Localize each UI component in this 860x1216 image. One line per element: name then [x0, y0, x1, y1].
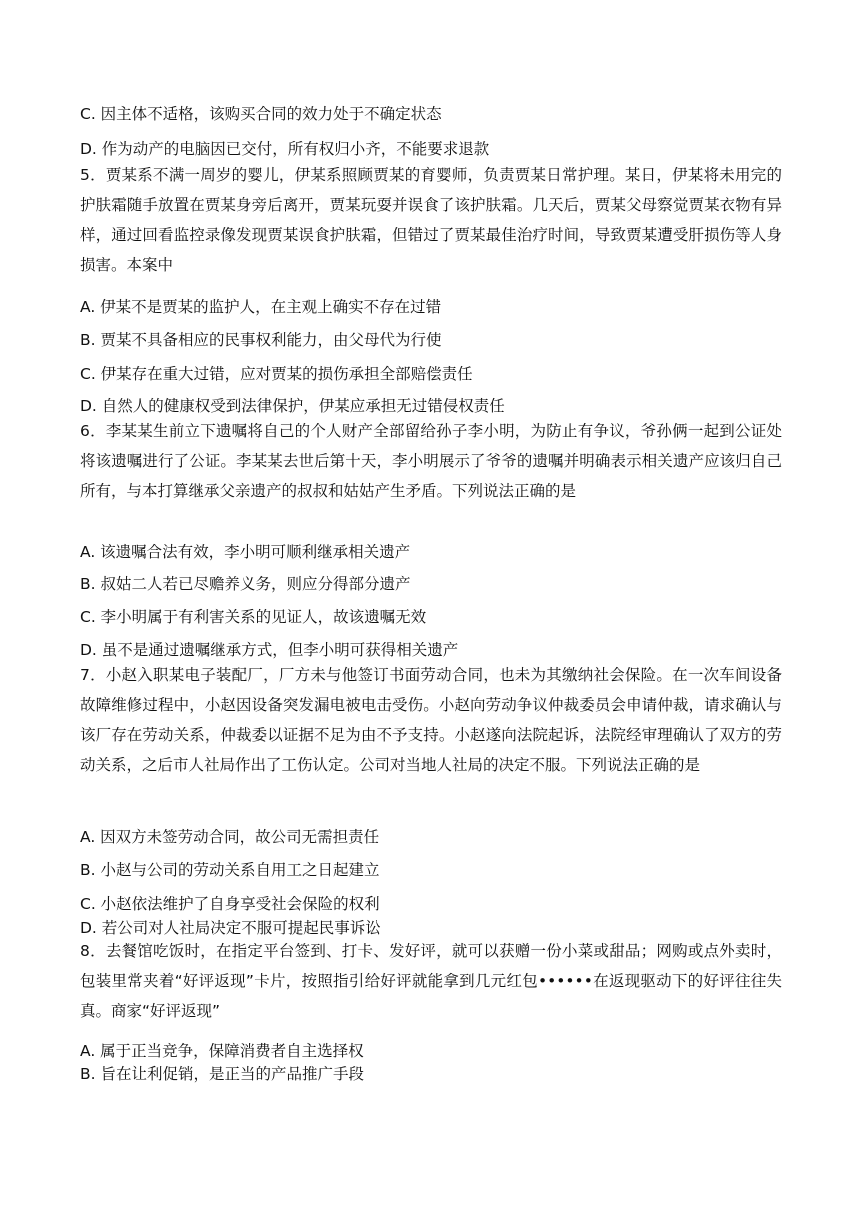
option-8b: B. 旨在让利促销，是正当的产品推广手段 [80, 1065, 364, 1083]
question-5: 5．贾某系不满一周岁的婴儿，伊某系照顾贾某的育婴师，负责贾某日常护理。某日，伊某将未用完的护肤霜随手放置在贾某身旁后离开，贾某玩耍并误食了该护肤霜。几天后，贾某父母察觉贾某衣物有异样，通过回看监控录像发现贾某误食护肤霜，但错过了贾某最佳治疗时间，导致贾某遭受肝损伤等人身损害。本案中 [80, 166, 782, 274]
question-6: 6．李某某生前立下遗嘱将自己的个人财产全部留给孙子李小明，为防止有争议，爷孙俩一起到公证处将该遗嘱进行了公证。李某某去世后第十天，李小明展示了爷爷的遗嘱并明确表示相关遗产应该归自己所有，与本打算继承父亲遗产的叔叔和姑姑产生矛盾。下列说法正确的是 [80, 422, 782, 500]
option-7c: C. 小赵依法维护了自身享受社会保险的权利 [80, 895, 380, 913]
option-7a: A. 因双方未签劳动合同，故公司无需担责任 [80, 828, 380, 846]
option-8a: A. 属于正当竞争，保障消费者自主选择权 [80, 1042, 364, 1060]
option-4c: C. 因主体不适格，该购买合同的效力处于不确定状态 [80, 105, 442, 123]
option-5a: A. 伊某不是贾某的监护人，在主观上确实不存在过错 [80, 298, 442, 316]
option-6d: D. 虽不是通过遗嘱继承方式，但李小明可获得相关遗产 [80, 641, 459, 659]
option-6c: C. 李小明属于有利害关系的见证人，故该遗嘱无效 [80, 608, 427, 626]
option-6a: A. 该遗嘱合法有效，李小明可顺利继承相关遗产 [80, 543, 411, 561]
option-5b: B. 贾某不具备相应的民事权利能力，由父母代为行使 [80, 331, 442, 349]
option-7b: B. 小赵与公司的劳动关系自用工之日起建立 [80, 861, 380, 879]
question-7: 7．小赵入职某电子装配厂，厂方未与他签订书面劳动合同，也未为其缴纳社会保险。在一次车间设备故障维修过程中，小赵因设备突发漏电被电击受伤。小赵向劳动争议仲裁委员会申请仲裁，请求确认与该厂存在劳动关系，仲裁委以证据不足为由不予支持。小赵遂向法院起诉，法院经审理确认了双方的劳动关系，之后市人社局作出了工伤认定。公司对当地人社局的决定不服。下列说法正确的是 [80, 666, 782, 774]
option-4d: D. 作为动产的电脑因已交付，所有权归小齐，不能要求退款 [80, 140, 490, 158]
question-8: 8．去餐馆吃饭时，在指定平台签到、打卡、发好评，就可以获赠一份小菜或甜品；网购或点外卖时，包装里常夹着“好评返现”卡片，按照指引给好评就能拿到几元红包••••••在返现驱动下的好评往往失真。商家“好评返现” [80, 942, 782, 1020]
option-5d: D. 自然人的健康权受到法律保护，伊某应承担无过错侵权责任 [80, 397, 505, 415]
option-7d: D. 若公司对人社局决定不服可提起民事诉讼 [80, 919, 381, 937]
option-6b: B. 叔姑二人若已尽赡养义务，则应分得部分遗产 [80, 575, 411, 593]
option-5c: C. 伊某存在重大过错，应对贾某的损伤承担全部赔偿责任 [80, 365, 473, 383]
